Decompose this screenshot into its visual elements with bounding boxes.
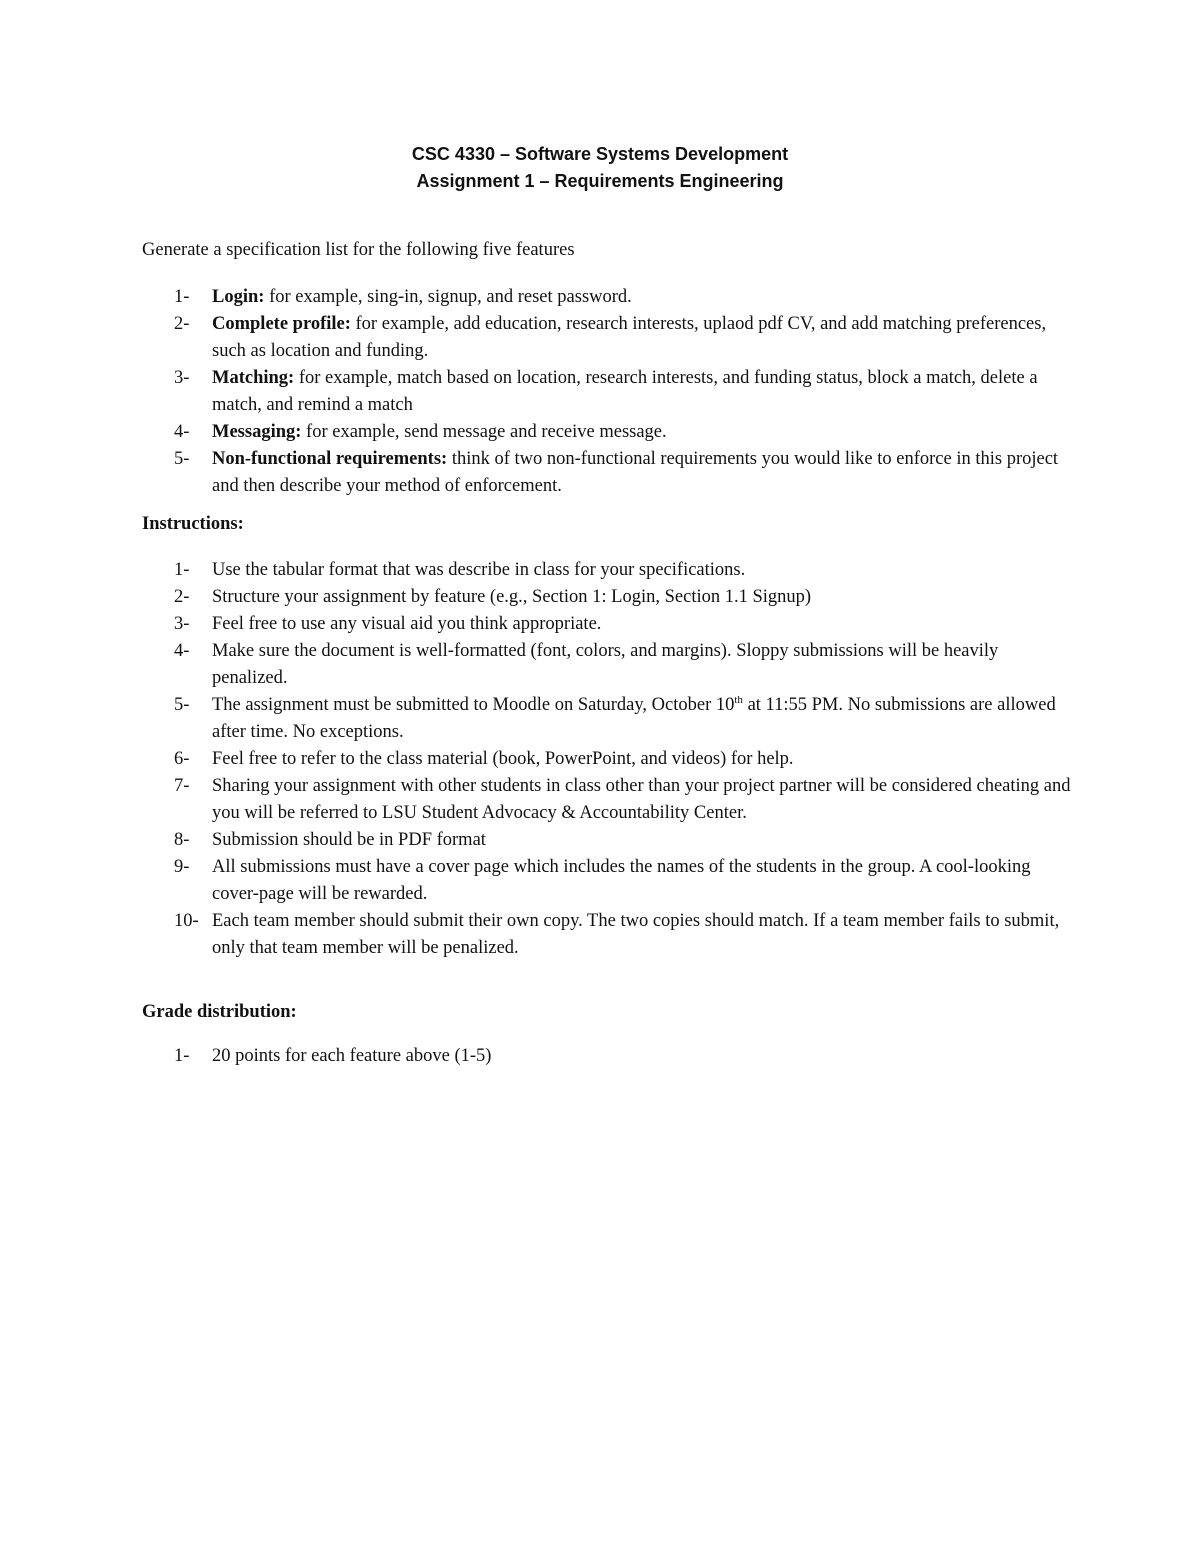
instruction-text: Feel free to refer to the class material (book, PowerPoint, and videos) for help. [212, 749, 794, 769]
list-item [0, 446, 1200, 500]
grade-distribution-heading: Grade distribution: [142, 1002, 297, 1022]
feature-lead: Non-functional requirements: [212, 449, 448, 469]
list-item [0, 827, 1200, 854]
intro-paragraph: Generate a specification list for the following five features [142, 240, 575, 260]
instructions-list [0, 557, 1200, 962]
list-item [0, 611, 1200, 638]
instruction-text [212, 692, 1072, 746]
list-item [0, 773, 1200, 827]
instructions-heading: Instructions: [142, 514, 244, 534]
instruction-text: Sharing your assignment with other students in class other than your project partner will be considered cheating and you will be referred to LSU Student Advocacy & Accountability Center. [212, 776, 1071, 823]
list-item [0, 584, 1200, 611]
instruction-text: Make sure the document is well-formatted (font, colors, and margins). Sloppy submissions will be heavily penalized. [212, 641, 999, 688]
feature-lead: Matching: [212, 368, 295, 388]
list-item [0, 638, 1200, 692]
list-item [0, 557, 1200, 584]
list-item [0, 854, 1200, 908]
list-number: 8- [174, 830, 190, 850]
feature-lead: Login: [212, 287, 265, 307]
deadline-text-after: at 11:55 PM. No submissions are allowed after time. No exceptions. [212, 695, 1056, 742]
deadline-text-before: The assignment must be submitted to Moodle on Saturday, October 10 [212, 695, 735, 715]
instruction-text: Feel free to use any visual aid you think appropriate. [212, 614, 602, 634]
list-number: 2- [174, 314, 190, 334]
list-number: 1- [174, 287, 190, 307]
list-number: 4- [174, 422, 190, 442]
list-number: 5- [174, 449, 190, 469]
list-item [0, 1043, 1200, 1070]
feature-text: for example, match based on location, research interests, and funding status, block a match, delete a match, and remind a match [212, 368, 1038, 415]
list-number: 3- [174, 368, 190, 388]
list-number: 4- [174, 641, 190, 661]
list-number: 2- [174, 587, 190, 607]
list-item [0, 311, 1200, 365]
instruction-text: Use the tabular format that was describe in class for your specifications. [212, 560, 746, 580]
grade-list [0, 1043, 1200, 1070]
list-number: 10- [174, 911, 199, 931]
ordinal-suffix: th [734, 693, 743, 706]
feature-text: think of two non-functional requirements you would like to enforce in this project and then describe your method of enforcement. [212, 449, 1059, 496]
grade-text: 20 points for each feature above (1-5) [212, 1046, 492, 1066]
list-number: 3- [174, 614, 190, 634]
list-item [0, 908, 1200, 962]
list-number: 1- [174, 560, 190, 580]
instruction-text: Structure your assignment by feature (e.g., Section 1: Login, Section 1.1 Signup) [212, 587, 812, 607]
feature-lead: Messaging: [212, 422, 302, 442]
instruction-text: Each team member should submit their own copy. The two copies should match. If a team member fails to submit, only that team member will be penalized. [212, 911, 1060, 958]
document-title: CSC 4330 – Software Systems Development [411, 144, 789, 164]
list-item [0, 419, 1200, 446]
list-number: 6- [174, 749, 190, 769]
feature-list [0, 284, 1200, 500]
list-item [0, 692, 1200, 746]
list-number: 7- [174, 776, 190, 796]
feature-lead: Complete profile: [212, 314, 351, 334]
feature-text: for example, add education, research interests, uplaod pdf CV, and add matching preferences, such as location and funding. [212, 314, 1047, 361]
instruction-text: Submission should be in PDF format [212, 830, 486, 850]
list-number: 9- [174, 857, 190, 877]
feature-text: for example, send message and receive message. [301, 422, 667, 442]
list-item [0, 365, 1200, 419]
list-number: 5- [174, 695, 190, 715]
list-number: 1- [174, 1046, 190, 1066]
instruction-text: All submissions must have a cover page which includes the names of the students in the group. A cool-looking cover-page will be rewarded. [212, 857, 1031, 904]
list-item [0, 284, 1200, 311]
feature-text: for example, sing-in, signup, and reset password. [264, 287, 632, 307]
list-item [0, 746, 1200, 773]
document-subtitle: Assignment 1 – Requirements Engineering [416, 171, 784, 191]
